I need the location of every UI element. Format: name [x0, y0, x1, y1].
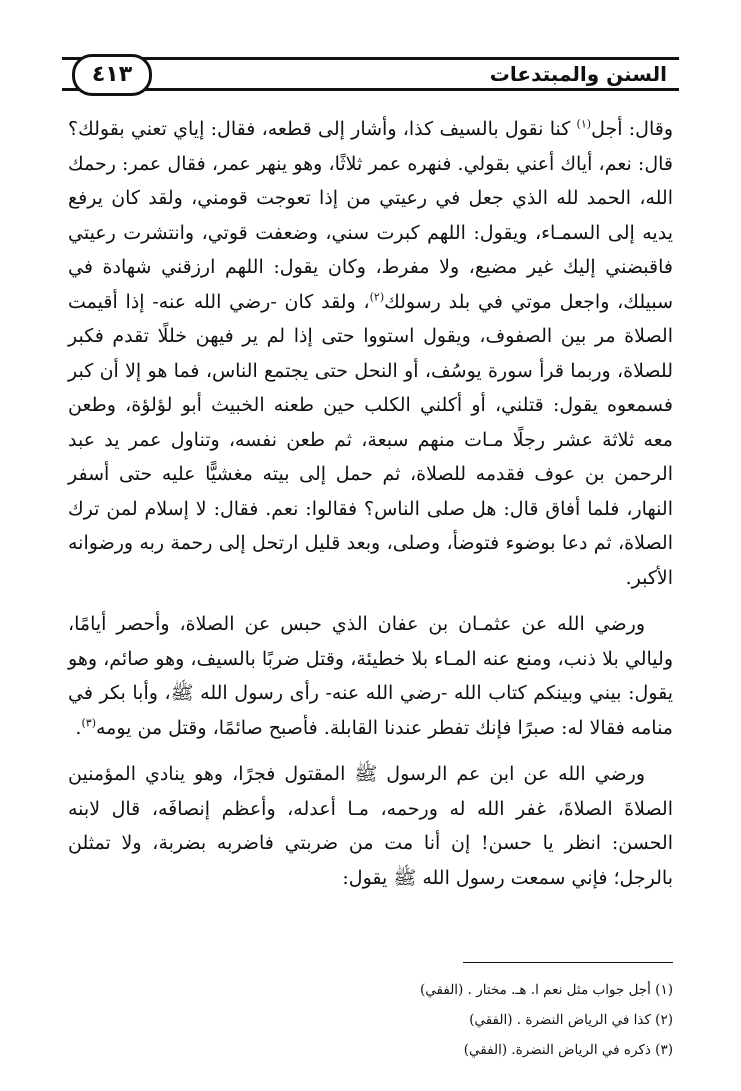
- footnote-3: (٣) ذكره في الرياض النضرة. (الفقي): [463, 1042, 673, 1058]
- paragraph-1-text-a: وقال: أجل: [591, 118, 673, 140]
- body-text: [68, 112, 673, 895]
- running-title: السنن والمبتدعات: [484, 61, 673, 87]
- footnote-ref-2: (٢): [369, 290, 385, 304]
- page-header: [62, 52, 679, 96]
- paragraph-2: [68, 607, 673, 745]
- footnote-ref-3: (٣): [81, 716, 96, 730]
- footnote-1: (١) أجل جواب مثل نعم ا. هـ. مختار . (الفقي): [420, 982, 673, 998]
- footnotes: [68, 962, 673, 1065]
- paragraph-1-text-b: كنا نقول بالسيف كذا، وأشار إلى قطعه، فقال: إياي تعني بقولك؟ قال: نعم، أياك أعني بقولي. فنهره عمر ثلاثًا، وهو ينهر عمر، فقال عمر: رحمك الله، الحمد لله الذي جعل في رعيتي من إذا تعوجت قومني، ولقد كان يرفع يديه إلى السمـاء، ويقول: اللهم كبرت سني، وضعفت قوتي، وانتشرت رعيتي فاقبضني إليك غير مضيع، ولا مفرط، وكان يقول: اللهم ارزقني شهادة في سبيلك، واجعل موتي في بلد رسولك: [68, 118, 673, 313]
- paragraph-3: [68, 757, 673, 895]
- footnote-separator: [463, 962, 673, 963]
- footnote-2: (٢) كذا في الرياض النضرة . (الفقي): [469, 1012, 673, 1028]
- paragraph-2-text-b: .: [75, 716, 82, 739]
- paragraph-1-text-c: ، ولقد كان -رضي الله عنه- إذا أقيمت الصلاة مر بين الصفوف، ويقول استووا حتى إذا لم ير فيهن خللًا تقدم فكبر للصلاة، وربما قرأ سورة يوسُف، أو النحل حتى يجتمع الناس، فما هو إلا أن كبر فسمعوه يقول: قتلني، أو أكلني الكلب حين طعنه الخبيث أبو لؤلؤة، وطعن معه ثلاثة عشر رجلًا مـات منهم سبعة، ثم طعن نفسه، وتناول عمر يد عبد الرحمن بن عوف فقدمه للصلاة، ثم حمل إلى بيته مغشيًّا عليه حتى أسفر النهار، فلما أفاق قال: هل صلى الناس؟ فقالوا: نعم. فقال: لا إسلام لمن ترك الصلاة، ثم دعا بوضوء فتوضأ، وصلى، وبعد قليل ارتحل إلى رحمة ربه ورضوانه الأكبر.: [68, 290, 673, 589]
- paragraph-1: [68, 112, 673, 595]
- footnote-ref-1: (١): [576, 117, 592, 131]
- paragraph-3-text: ورضي الله عن ابن عم الرسول ﷺ المقتول فجرًا، وهو ينادي المؤمنين الصلاةَ الصلاةَ، غفر الله له ورحمه، مـا أعدله، وأعظم إنصافَه، قال لابنه الحسن: انظر يا حسن! إن أنا مت من ضربتي فاضربه بضربة، ولا تمثلن بالرجل؛ فإني سمعت رسول الله ﷺ يقول:: [68, 763, 673, 889]
- page-number: ٤١٣: [72, 54, 152, 96]
- paragraph-2-text-a: ورضي الله عن عثمـان بن عفان الذي حبس عن الصلاة، وأحصر أيامًا، وليالي بلا ذنب، ومنع عنه المـاء بلا خطيئة، وقتل ضربًا بالسيف، وهو صائم، وهو يقول: بيني وبينكم كتاب الله -رضي الله عنه- رأى رسول الله ﷺ، وأبا بكر في منامه فقالا له: صبرًا فإنك تفطر عندنا القابلة. فأصبح صائمًا، وقتل من يومه: [68, 613, 673, 739]
- header-bottom-rule: [62, 88, 679, 91]
- header-top-rule: [62, 57, 679, 60]
